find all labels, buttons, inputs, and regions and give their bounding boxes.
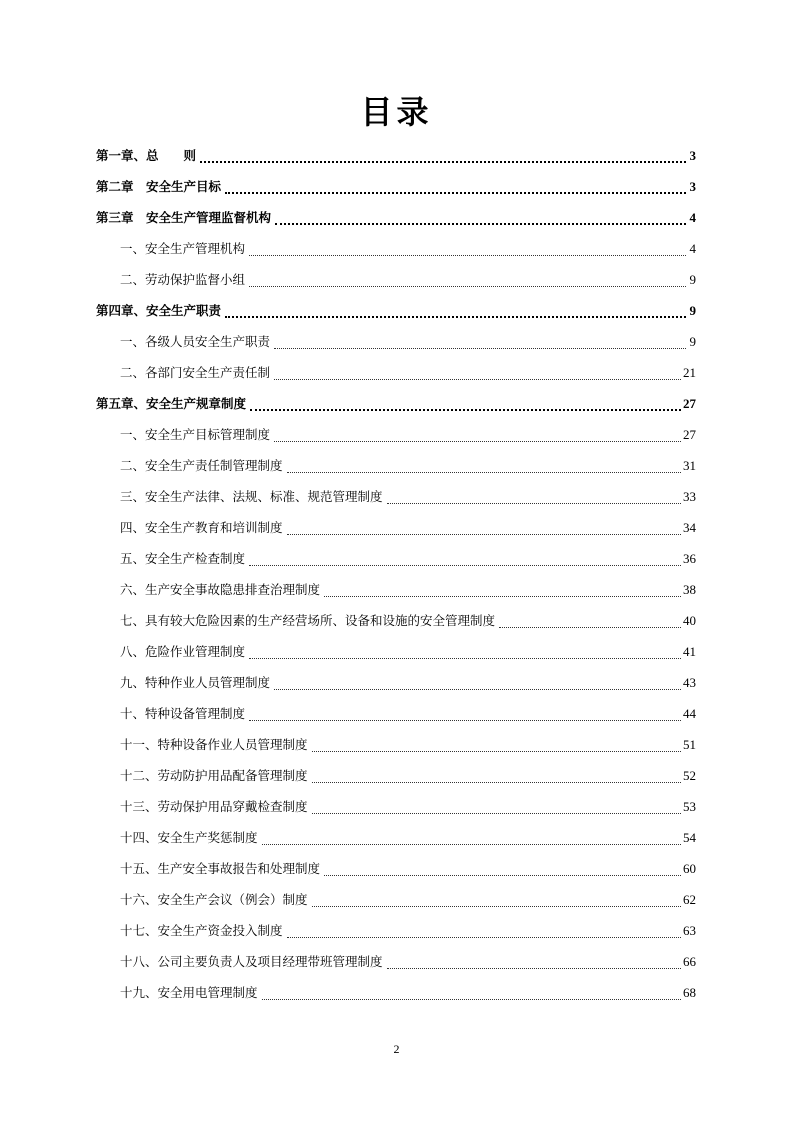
toc-entry-label: 六、生产安全事故隐患排查治理制度: [120, 582, 321, 597]
toc-entry-page: 4: [689, 241, 696, 256]
toc-entry[interactable]: [96, 292, 696, 323]
dot-leader: [274, 669, 681, 690]
toc-entry-page: 27: [683, 427, 696, 442]
toc-entry-label: 八、危险作业管理制度: [120, 644, 246, 659]
toc-entry-label: 二、各部门安全生产责任制: [120, 365, 271, 380]
dot-leader: [387, 483, 681, 504]
dot-leader: [200, 141, 686, 163]
toc-entry[interactable]: [96, 137, 696, 168]
toc-entry-label: 十一、特种设备作业人员管理制度: [120, 737, 308, 752]
toc-entry-page: 60: [683, 861, 696, 876]
dot-leader: [262, 824, 681, 845]
dot-leader: [249, 545, 681, 566]
toc-entry[interactable]: [96, 385, 696, 416]
toc-entry-label: 第四章、安全生产职责: [96, 303, 222, 318]
toc-entry[interactable]: [96, 230, 696, 261]
dot-leader: [262, 979, 681, 1000]
toc-entry-label: 十六、安全生产会议（例会）制度: [120, 892, 308, 907]
toc-entry-page: 34: [683, 520, 696, 535]
toc-entry-page: 52: [683, 768, 696, 783]
toc-entry[interactable]: [96, 571, 696, 602]
dot-leader: [249, 700, 681, 721]
toc-entry-label: 十二、劳动防护用品配备管理制度: [120, 768, 308, 783]
toc-entry-page: 33: [683, 489, 696, 504]
toc-entry[interactable]: [96, 819, 696, 850]
toc-entry[interactable]: [96, 633, 696, 664]
dot-leader: [324, 855, 681, 876]
toc-entry-page: 43: [683, 675, 696, 690]
toc-entry[interactable]: [96, 261, 696, 292]
toc-entry-label: 二、劳动保护监督小组: [120, 272, 246, 287]
dot-leader: [250, 389, 681, 411]
toc-entry-label: 十五、生产安全事故报告和处理制度: [120, 861, 321, 876]
dot-leader: [225, 296, 686, 318]
dot-leader: [312, 793, 681, 814]
toc-entry-page: 44: [683, 706, 696, 721]
toc-entry-label: 第五章、安全生产规章制度: [96, 396, 247, 411]
dot-leader: [275, 203, 686, 225]
dot-leader: [324, 576, 681, 597]
toc-entry-page: 40: [683, 613, 696, 628]
toc-entry-page: 27: [683, 396, 696, 411]
toc-entry-page: 9: [689, 272, 696, 287]
toc-entry-label: 五、安全生产检查制度: [120, 551, 246, 566]
dot-leader: [287, 917, 681, 938]
toc-entry[interactable]: [96, 943, 696, 974]
toc-entry[interactable]: [96, 974, 696, 1005]
toc-entry[interactable]: [96, 726, 696, 757]
toc-entry-page: 41: [683, 644, 696, 659]
dot-leader: [249, 638, 681, 659]
toc-entry[interactable]: [96, 447, 696, 478]
toc-entry[interactable]: [96, 509, 696, 540]
toc-entry-label: 三、安全生产法律、法规、标准、规范管理制度: [120, 489, 383, 504]
toc-entry-page: 68: [683, 985, 696, 1000]
toc-entry-label: 一、各级人员安全生产职责: [120, 334, 271, 349]
toc-entry-label: 十九、安全用电管理制度: [120, 985, 258, 1000]
toc-entry-page: 51: [683, 737, 696, 752]
dot-leader: [312, 886, 681, 907]
toc-entry-page: 9: [689, 303, 696, 318]
toc-entry[interactable]: [96, 881, 696, 912]
toc-entry-label: 一、安全生产管理机构: [120, 241, 246, 256]
dot-leader: [249, 235, 686, 256]
toc-entry[interactable]: [96, 199, 696, 230]
dot-leader: [312, 762, 681, 783]
toc-entry-label: 二、安全生产责任制管理制度: [120, 458, 283, 473]
toc-entry-label: 九、特种作业人员管理制度: [120, 675, 271, 690]
toc-entry-label: 四、安全生产教育和培训制度: [120, 520, 283, 535]
toc-entry[interactable]: [96, 354, 696, 385]
toc-entry[interactable]: [96, 788, 696, 819]
dot-leader: [287, 452, 681, 473]
toc-entry-page: 9: [689, 334, 696, 349]
dot-leader: [274, 359, 681, 380]
toc-entry-page: 3: [689, 179, 696, 194]
toc-entry-label: 七、具有较大危险因素的生产经营场所、设备和设施的安全管理制度: [120, 613, 496, 628]
toc-entry-page: 62: [683, 892, 696, 907]
dot-leader: [287, 514, 681, 535]
dot-leader: [499, 607, 681, 628]
toc-entry[interactable]: [96, 478, 696, 509]
toc-entry-label: 十三、劳动保护用品穿戴检查制度: [120, 799, 308, 814]
toc-entry-page: 38: [683, 582, 696, 597]
toc-entry[interactable]: [96, 912, 696, 943]
toc-entry[interactable]: [96, 168, 696, 199]
table-of-contents: [96, 137, 696, 1005]
dot-leader: [274, 421, 681, 442]
toc-entry-page: 31: [683, 458, 696, 473]
toc-entry-label: 第一章、总 则: [96, 148, 197, 163]
toc-entry-page: 54: [683, 830, 696, 845]
toc-entry-page: 4: [689, 210, 696, 225]
toc-entry[interactable]: [96, 695, 696, 726]
toc-entry-label: 十四、安全生产奖惩制度: [120, 830, 258, 845]
toc-entry[interactable]: [96, 323, 696, 354]
toc-entry-label: 十、特种设备管理制度: [120, 706, 246, 721]
page-title: 目录: [360, 93, 433, 131]
dot-leader: [387, 948, 681, 969]
toc-entry[interactable]: [96, 540, 696, 571]
toc-entry[interactable]: [96, 602, 696, 633]
toc-entry-page: 53: [683, 799, 696, 814]
toc-entry-label: 十七、安全生产资金投入制度: [120, 923, 283, 938]
toc-entry[interactable]: [96, 850, 696, 881]
toc-entry-page: 66: [683, 954, 696, 969]
toc-entry-page: 36: [683, 551, 696, 566]
dot-leader: [274, 328, 686, 349]
dot-leader: [312, 731, 681, 752]
toc-entry-page: 63: [683, 923, 696, 938]
toc-entry[interactable]: [96, 757, 696, 788]
toc-entry[interactable]: [96, 664, 696, 695]
toc-entry[interactable]: [96, 416, 696, 447]
page-number: 2: [393, 1042, 400, 1056]
toc-entry-label: 第二章 安全生产目标: [96, 179, 222, 194]
dot-leader: [249, 266, 686, 287]
toc-entry-page: 21: [683, 365, 696, 380]
dot-leader: [225, 172, 686, 194]
toc-entry-label: 第三章 安全生产管理监督机构: [96, 210, 272, 225]
toc-entry-page: 3: [689, 148, 696, 163]
toc-entry-label: 一、安全生产目标管理制度: [120, 427, 271, 442]
toc-entry-label: 十八、公司主要负责人及项目经理带班管理制度: [120, 954, 383, 969]
